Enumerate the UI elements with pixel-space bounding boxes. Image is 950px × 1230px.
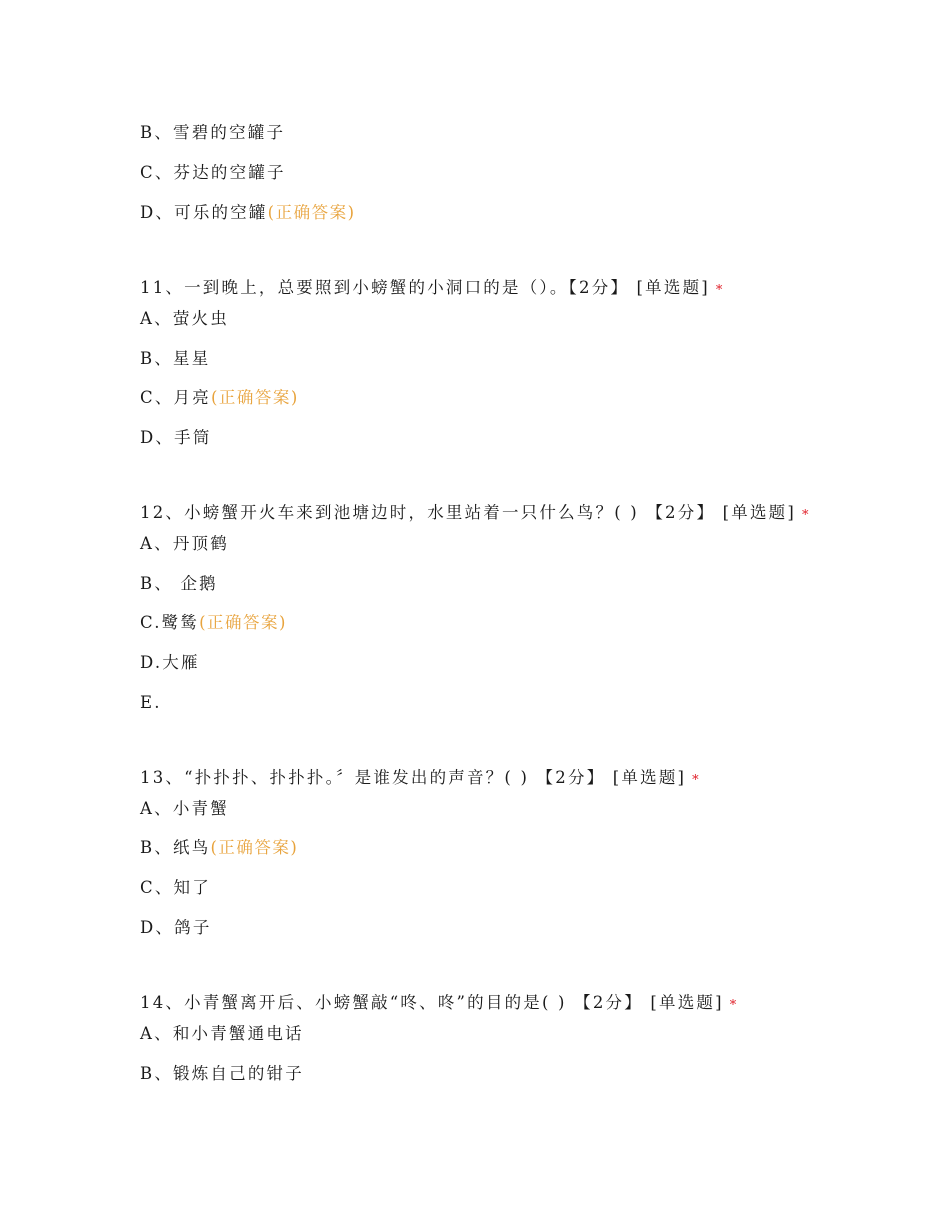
option-text: D、鸽子: [140, 918, 212, 937]
correct-answer-label: (正确答案): [210, 838, 299, 857]
option-q13-a: [140, 799, 229, 819]
question-14-title: [140, 993, 738, 1015]
option-q11-c: [140, 388, 299, 408]
option-text: A、萤火虫: [140, 309, 229, 328]
question-11-title: [140, 278, 725, 300]
option-text: E.: [140, 693, 162, 712]
required-mark: *: [729, 998, 739, 1013]
option-text: C、知了: [140, 878, 211, 897]
required-mark: *: [715, 283, 725, 298]
option-q12-c: [140, 613, 287, 633]
option-text: A、小青蟹: [140, 799, 229, 818]
option-text: D、手筒: [140, 428, 212, 447]
option-text: C、月亮: [140, 388, 211, 407]
required-mark: *: [692, 773, 701, 788]
option-q11-a: [140, 309, 229, 329]
question-12-title: [140, 503, 811, 525]
correct-answer-label: (正确答案): [210, 388, 299, 407]
option-q13-d: [140, 918, 212, 938]
option-q14-a: [140, 1024, 304, 1044]
question-13-title: [140, 768, 701, 790]
question-text: 13、“扑扑扑、扑扑扑。〞是谁发出的声音？( ) 【2分】 [单选题]: [140, 768, 687, 787]
option-q10-b: [140, 123, 285, 143]
question-text: 11、一到晚上，总要照到小螃蟹的小洞口的是（）。【2分】 [单选题]: [140, 278, 710, 297]
option-q12-d: [140, 653, 200, 673]
option-text: A、和小青蟹通电话: [140, 1024, 304, 1043]
required-mark: *: [801, 508, 811, 523]
option-q12-e: [140, 693, 162, 713]
option-text: B、星星: [140, 349, 211, 368]
option-text: B、锻炼自己的钳子: [140, 1064, 304, 1083]
option-q14-b: [140, 1064, 304, 1084]
option-text: C.鹭鸶: [140, 613, 200, 632]
option-q12-a: [140, 534, 229, 554]
option-q10-d: [140, 203, 356, 223]
option-text: D、可乐的空罐: [140, 203, 268, 222]
option-q11-b: [140, 349, 210, 369]
option-text: B、雪碧的空罐子: [140, 123, 286, 142]
question-text: 12、小螃蟹开火车来到池塘边时，水里站着一只什么鸟？( ) 【2分】 [单选题]: [140, 503, 796, 522]
option-text: A、丹顶鹤: [140, 534, 229, 553]
option-q10-c: [140, 163, 286, 183]
question-text: 14、小青蟹离开后、小螃蟹敲“咚、咚”的目的是( ) 【2分】 [单选题]: [140, 993, 724, 1012]
option-q11-d: [140, 428, 212, 448]
option-q13-c: [140, 878, 211, 898]
option-text: B、 企鹅: [140, 574, 218, 593]
option-q12-b: [140, 574, 218, 594]
option-q13-b: [140, 838, 298, 858]
option-text: B、纸鸟: [140, 838, 211, 857]
option-text: D.大雁: [140, 653, 200, 672]
correct-answer-label: (正确答案): [199, 613, 287, 632]
correct-answer-label: (正确答案): [267, 203, 356, 222]
option-text: C、芬达的空罐子: [140, 163, 286, 182]
